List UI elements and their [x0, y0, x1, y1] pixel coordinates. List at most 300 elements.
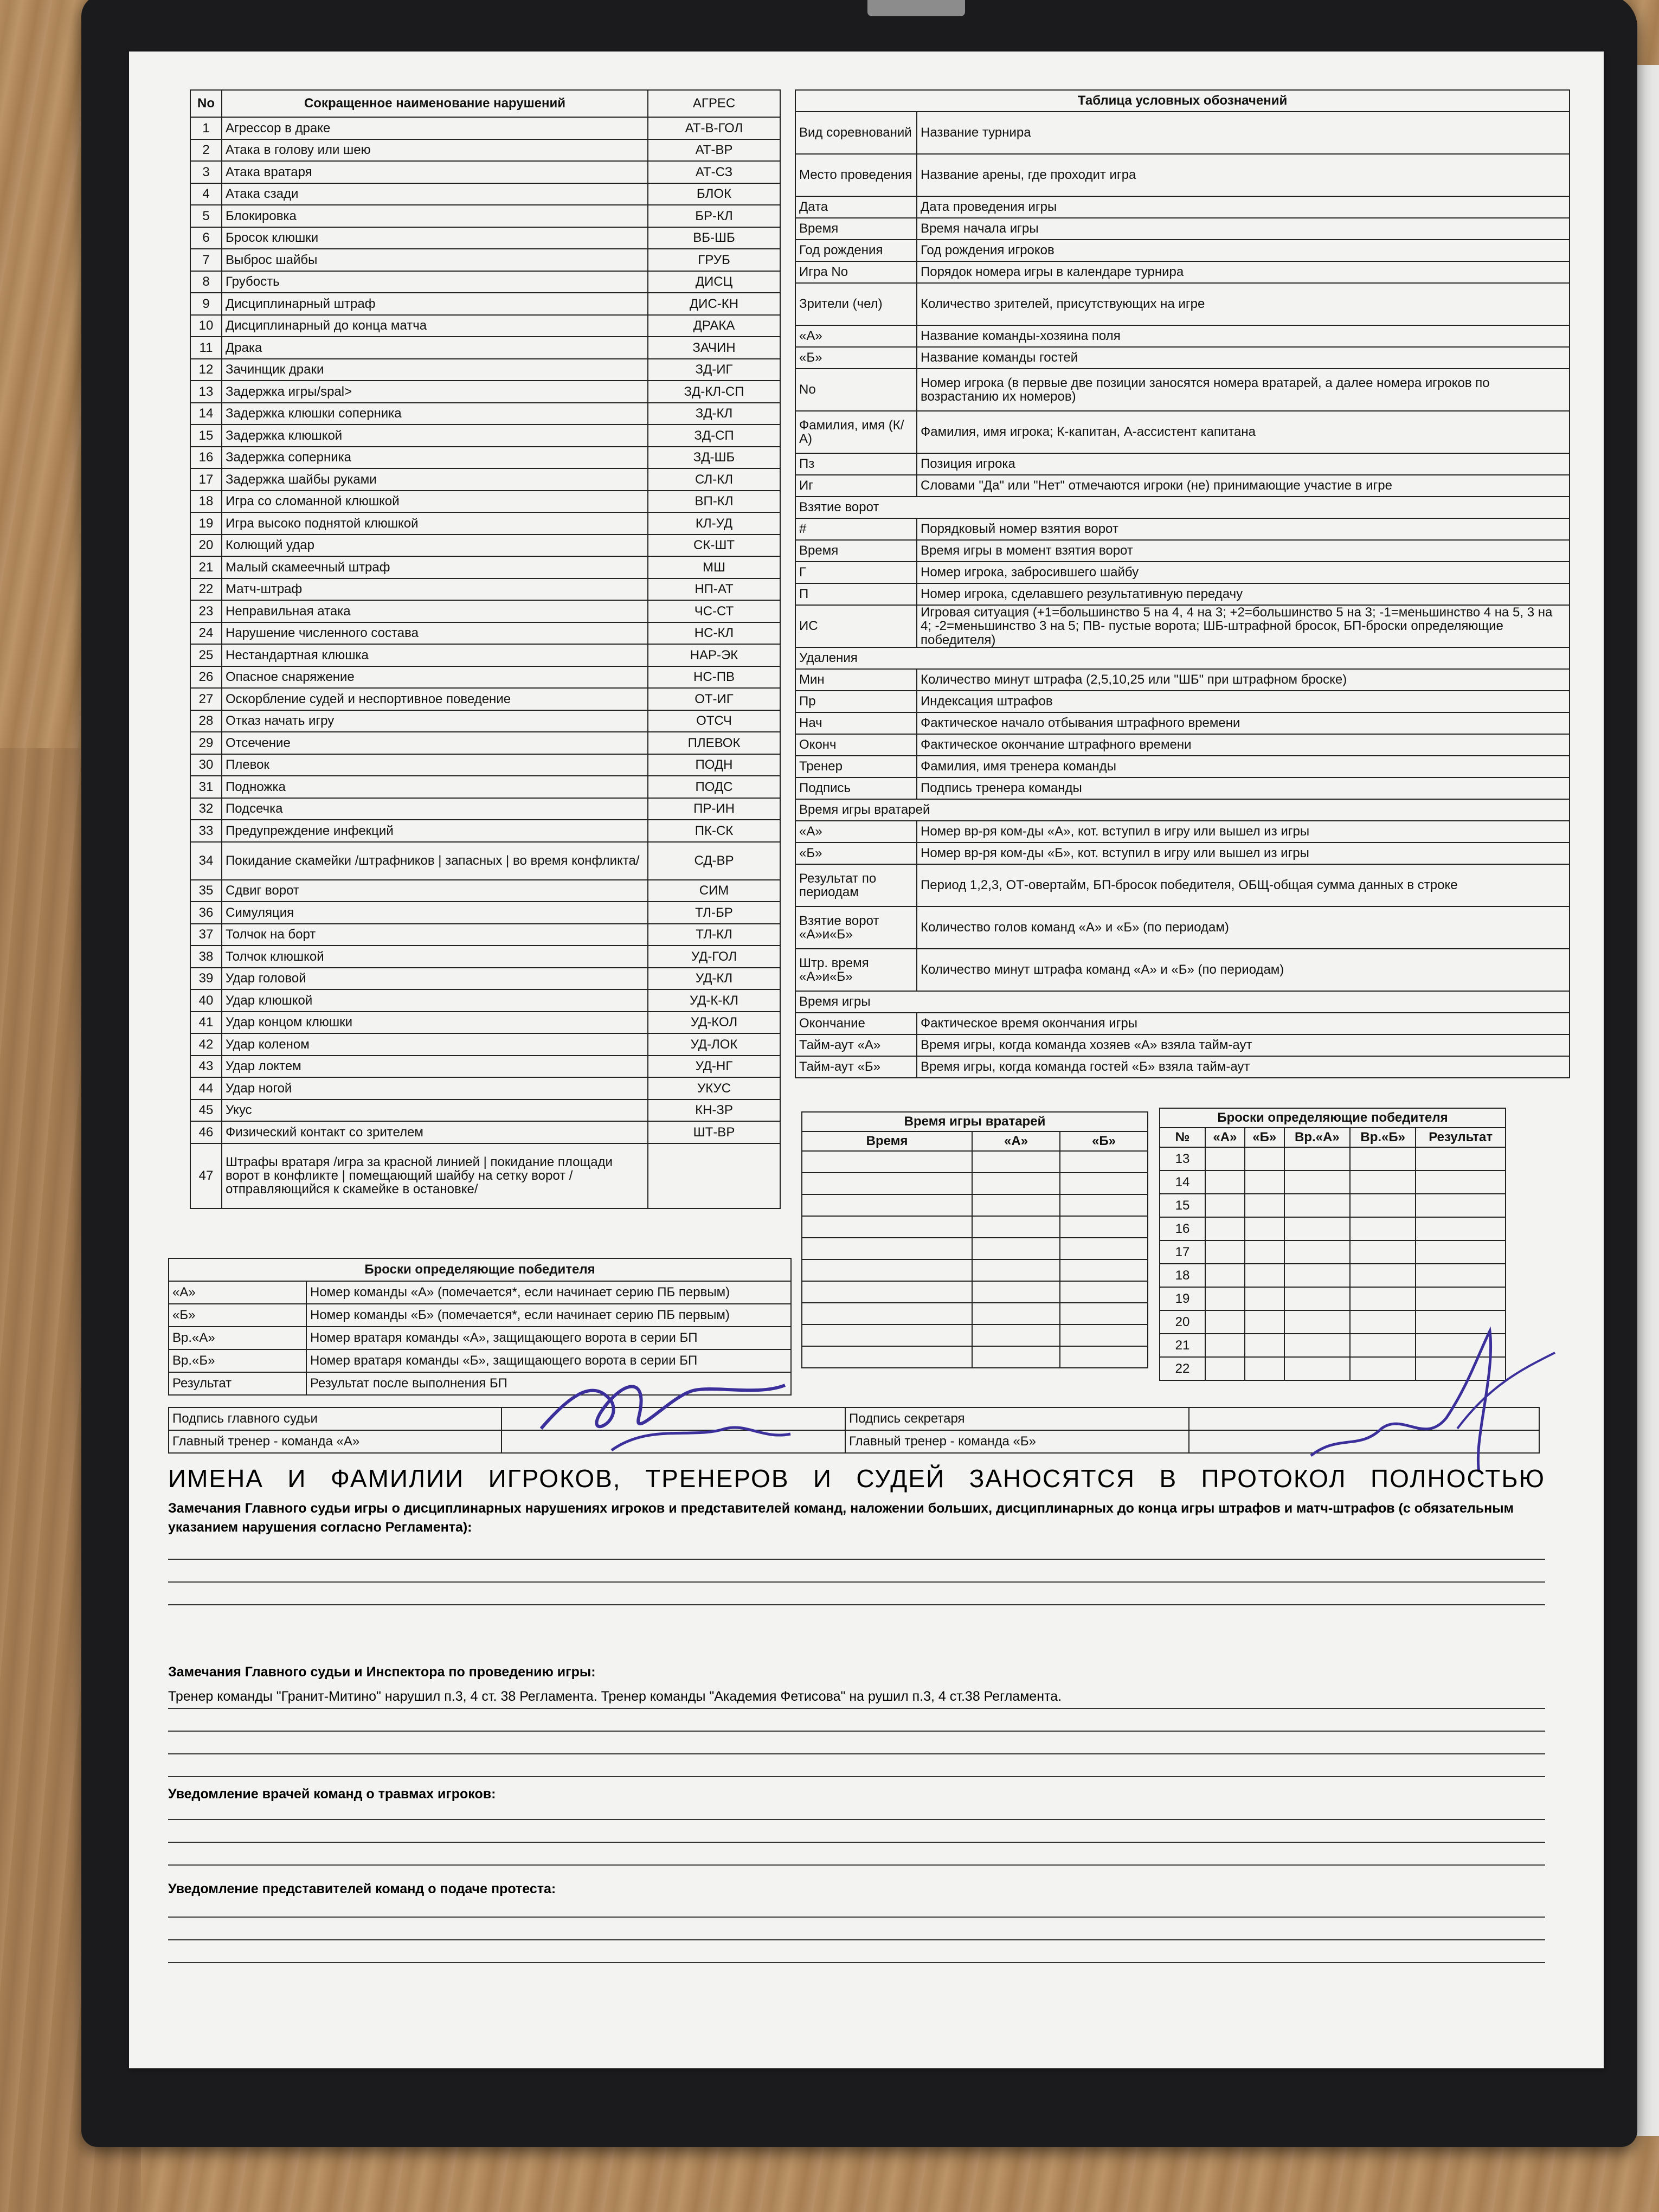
- legend-value: Номер игрока, забросившего шайбу: [917, 562, 1570, 583]
- violation-row: [190, 578, 780, 601]
- chief-ref-signature-drawing: [530, 1358, 812, 1467]
- gk-time-cell[interactable]: [802, 1238, 972, 1259]
- injuries-label: Уведомление врачей команд о травмах игроков:: [168, 1786, 496, 1802]
- legend-value: Позиция игрока: [917, 453, 1570, 475]
- gk-time-row[interactable]: [802, 1346, 1148, 1368]
- violation-row: [190, 798, 780, 820]
- violation-name: Атака вратаря: [222, 161, 648, 183]
- violation-code: ЗД-ИГ: [648, 359, 780, 381]
- violation-number: 10: [190, 315, 222, 337]
- shootout-cell[interactable]: [1245, 1264, 1284, 1287]
- violation-row: [190, 512, 780, 535]
- remarks-inspector-label: Замечания Главного судьи и Инспектора по проведению игры:: [168, 1664, 596, 1680]
- gk-time-cell[interactable]: [802, 1259, 972, 1281]
- violation-row: [190, 968, 780, 990]
- legend-value: Время игры, когда команда гостей «Б» взяла тайм-аут: [917, 1056, 1570, 1078]
- shootout-cell[interactable]: [1205, 1287, 1245, 1310]
- legend-key: Пр: [795, 691, 917, 712]
- shootout-row[interactable]: [1160, 1240, 1506, 1264]
- legend-row: [795, 154, 1570, 196]
- violation-name: Агрессор в драке: [222, 117, 648, 139]
- violation-row: [190, 688, 780, 710]
- shootout-cell[interactable]: [1205, 1171, 1245, 1194]
- goalkeeper-time-table: [801, 1111, 1148, 1368]
- gk-time-row[interactable]: [802, 1238, 1148, 1259]
- violation-code: ПОДН: [648, 754, 780, 776]
- gk-time-cell[interactable]: [972, 1259, 1060, 1281]
- legend-title: [795, 90, 1570, 112]
- legend-row: [795, 691, 1570, 712]
- violation-name: Штрафы вратаря /игра за красной линией | покидание площади ворот в конфликте | помещающий шайбу на сетку ворот /отправляющийся к скамейке в остановке/: [222, 1143, 648, 1208]
- violation-row: [190, 293, 780, 315]
- shootout-cell[interactable]: [1205, 1264, 1245, 1287]
- violation-number: 1: [190, 117, 222, 139]
- violation-code: ПОДС: [648, 776, 780, 798]
- shootout-cell[interactable]: [1350, 1217, 1416, 1240]
- shootout-cell[interactable]: [1284, 1240, 1350, 1264]
- legend-key: #: [795, 518, 917, 540]
- gk-time-cell[interactable]: [802, 1303, 972, 1324]
- violation-number: 17: [190, 468, 222, 491]
- legend-key: Мин: [795, 669, 917, 691]
- legend-time-section-label: Время игры: [795, 991, 1570, 1013]
- violation-number: 6: [190, 227, 222, 249]
- shootout-cell[interactable]: [1416, 1171, 1506, 1194]
- violation-number: 42: [190, 1033, 222, 1056]
- shootout-number: 20: [1160, 1310, 1205, 1334]
- shootout-cell[interactable]: [1205, 1147, 1245, 1171]
- gk-time-cell[interactable]: [802, 1346, 972, 1368]
- gk-time-row[interactable]: [802, 1303, 1148, 1324]
- shootout-cell[interactable]: [1350, 1264, 1416, 1287]
- legend-goals-section-label: Взятие ворот: [795, 497, 1570, 518]
- gk-time-cell[interactable]: [972, 1324, 1060, 1346]
- gk-time-cell[interactable]: [1060, 1151, 1148, 1173]
- legend-key: Тайм-аут «А»: [795, 1034, 917, 1056]
- violation-row: [190, 183, 780, 205]
- gk-time-cell[interactable]: [972, 1194, 1060, 1216]
- legend-value: Порядок номера игры в календаре турнира: [917, 261, 1570, 283]
- shootout-cell[interactable]: [1350, 1171, 1416, 1194]
- shootout-row[interactable]: [1160, 1217, 1506, 1240]
- shootout-legend-title: Броски определяющие победителя: [169, 1258, 791, 1281]
- shootout-row[interactable]: [1160, 1264, 1506, 1287]
- legend-key: Нач: [795, 712, 917, 734]
- legend-value: Игровая ситуация (+1=большинство 5 на 4, 4 на 3; +2=большинство 5 на 3; -1=меньшинство 4 на 5, 3 на 4; -2=меньшинство 3 на 5; ПВ- пустые ворота; ШБ-штрафной бросок, БП-броски определяющие победителя): [917, 605, 1570, 647]
- violation-code: ШТ-ВР: [648, 1121, 780, 1143]
- gk-time-cell[interactable]: [972, 1173, 1060, 1194]
- violation-code: ЗАЧИН: [648, 337, 780, 359]
- violation-code: АТ-В-ГОЛ: [648, 117, 780, 139]
- violation-code: СИМ: [648, 880, 780, 902]
- shootout-number: 22: [1160, 1357, 1205, 1380]
- gk-time-cell[interactable]: [802, 1194, 972, 1216]
- violation-name: Симуляция: [222, 902, 648, 924]
- injuries-lines[interactable]: [168, 1819, 1545, 1887]
- legend-value: Номер игрока (в первые две позиции заносятся номера вратарей, а далее номера игроков по возрастанию их номеров): [917, 369, 1570, 411]
- legend-key: ИС: [795, 605, 917, 647]
- violation-row: [190, 139, 780, 162]
- legend-key: Г: [795, 562, 917, 583]
- legend-key: «Б»: [795, 347, 917, 369]
- shootout-row[interactable]: [1160, 1171, 1506, 1194]
- shootout-col: №: [1160, 1128, 1205, 1147]
- legend-key: No: [795, 369, 917, 411]
- violation-code: НАР-ЭК: [648, 644, 780, 666]
- violation-name: Игра высоко поднятой клюшкой: [222, 512, 648, 535]
- legend-row: [795, 325, 1570, 347]
- shootout-number: 14: [1160, 1171, 1205, 1194]
- legend-value: Время начала игры: [917, 218, 1570, 240]
- shootout-row[interactable]: [1160, 1147, 1506, 1171]
- violation-row: [190, 666, 780, 689]
- violation-number: 29: [190, 732, 222, 754]
- shootout-number: 17: [1160, 1240, 1205, 1264]
- legend-value: Словами "Да" или "Нет" отмечаются игроки (не) принимающие участие в игре: [917, 475, 1570, 497]
- violation-number: 2: [190, 139, 222, 162]
- violation-number: 33: [190, 820, 222, 842]
- shootout-cell[interactable]: [1416, 1217, 1506, 1240]
- legend-row: [795, 734, 1570, 756]
- legend-value: Название арены, где проходит игра: [917, 154, 1570, 196]
- legend-penalties-section-label: Удаления: [795, 647, 1570, 669]
- gk-time-cell[interactable]: [972, 1238, 1060, 1259]
- violation-row: [190, 535, 780, 557]
- legend-row: [795, 605, 1570, 647]
- violation-code: НС-ПВ: [648, 666, 780, 689]
- shootout-col: «А»: [1205, 1128, 1245, 1147]
- gk-time-cell[interactable]: [1060, 1324, 1148, 1346]
- shootout-cell[interactable]: [1205, 1240, 1245, 1264]
- gk-time-row[interactable]: [802, 1151, 1148, 1173]
- protest-lines[interactable]: [168, 1917, 1545, 1985]
- remarks-inspector-text: Тренер команды "Гранит-Митино" нарушил п.3, 4 ст. 38 Регламента. Тренер команды "Академия Фетисова" на рушил п.3, 4 ст.38 Регламента.: [168, 1689, 1062, 1704]
- violation-name: Оскорбление судей и неспортивное поведение: [222, 688, 648, 710]
- gk-time-cell[interactable]: [802, 1151, 972, 1173]
- violation-row: [190, 1056, 780, 1078]
- shootout-cell[interactable]: [1245, 1310, 1284, 1334]
- shootout-legend-row: [169, 1281, 791, 1304]
- legend-value: Название турнира: [917, 112, 1570, 154]
- violation-row: [190, 447, 780, 469]
- violation-name: Задержка игры/spal>: [222, 381, 648, 403]
- gk-time-cell[interactable]: [1060, 1346, 1148, 1368]
- violation-number: 36: [190, 902, 222, 924]
- clipboard-clip: [867, 0, 965, 16]
- shootout-cell[interactable]: [1245, 1217, 1284, 1240]
- violation-code: КН-ЗР: [648, 1099, 780, 1122]
- shootout-legend-value: Номер команды «Б» (помечается*, если начинает серию ПБ первым): [306, 1304, 791, 1327]
- violation-number: 30: [190, 754, 222, 776]
- violation-name: Задержка соперника: [222, 447, 648, 469]
- coach-a-label: Главный тренер - команда «А»: [169, 1430, 501, 1453]
- violation-code: БЛОК: [648, 183, 780, 205]
- violation-code: ЗД-ШБ: [648, 447, 780, 469]
- violation-code: УД-КЛ: [648, 968, 780, 990]
- shootout-cell[interactable]: [1245, 1171, 1284, 1194]
- violation-code: ВБ-ШБ: [648, 227, 780, 249]
- legend-key: Штр. время «А»и«Б»: [795, 949, 917, 991]
- legend-row: [795, 756, 1570, 777]
- gk-time-row[interactable]: [802, 1194, 1148, 1216]
- violation-code: ВП-КЛ: [648, 491, 780, 513]
- legend-key: «А»: [795, 325, 917, 347]
- violation-code: ГРУБ: [648, 249, 780, 271]
- violation-row: [190, 902, 780, 924]
- legend-value: Название команды-хозяина поля: [917, 325, 1570, 347]
- legend-penalties-section: [795, 647, 1570, 669]
- shootout-number: 16: [1160, 1217, 1205, 1240]
- gk-time-cell[interactable]: [1060, 1173, 1148, 1194]
- violation-name: Нестандартная клюшка: [222, 644, 648, 666]
- violation-row: [190, 622, 780, 645]
- legend-value: Индексация штрафов: [917, 691, 1570, 712]
- shootout-cell[interactable]: [1350, 1287, 1416, 1310]
- violation-code: ЧС-СТ: [648, 600, 780, 622]
- violation-number: 22: [190, 578, 222, 601]
- gk-time-cell[interactable]: [972, 1346, 1060, 1368]
- gk-time-row[interactable]: [802, 1259, 1148, 1281]
- violation-number: 31: [190, 776, 222, 798]
- legend-value: Дата проведения игры: [917, 196, 1570, 218]
- secretary-signature-drawing: [1295, 1320, 1566, 1483]
- violation-row: [190, 1033, 780, 1056]
- gk-time-cell[interactable]: [802, 1324, 972, 1346]
- remarks-discipline-lines[interactable]: [168, 1559, 1545, 1627]
- shootout-legend-row: [169, 1327, 791, 1349]
- legend-row: [795, 475, 1570, 497]
- gk-time-cell[interactable]: [972, 1216, 1060, 1238]
- violation-number: 38: [190, 946, 222, 968]
- shootout-row[interactable]: [1160, 1287, 1506, 1310]
- violation-code: УД-КОЛ: [648, 1012, 780, 1034]
- violation-number: 37: [190, 924, 222, 946]
- col-code: АГРЕС: [648, 90, 780, 117]
- shootout-cell[interactable]: [1245, 1147, 1284, 1171]
- violation-code: ПР-ИН: [648, 798, 780, 820]
- remarks-inspector-lines[interactable]: [168, 1708, 1545, 1799]
- legend-title-label: Таблица условных обозначений: [795, 90, 1570, 112]
- legend-key: Подпись: [795, 777, 917, 799]
- legend-value: Количество минут штрафа команд «А» и «Б» (по периодам): [917, 949, 1570, 991]
- gk-time-cell[interactable]: [972, 1281, 1060, 1303]
- violation-row: [190, 732, 780, 754]
- gk-time-cell[interactable]: [972, 1151, 1060, 1173]
- gk-time-cell[interactable]: [1060, 1259, 1148, 1281]
- gk-time-cell[interactable]: [802, 1216, 972, 1238]
- gk-time-row[interactable]: [802, 1216, 1148, 1238]
- violation-name: Малый скамеечный штраф: [222, 556, 648, 578]
- shootout-cell[interactable]: [1350, 1147, 1416, 1171]
- shootout-cell[interactable]: [1245, 1240, 1284, 1264]
- legend-row: [795, 562, 1570, 583]
- violation-number: 26: [190, 666, 222, 689]
- legend-row: [795, 906, 1570, 949]
- legend-value: Номер вр-ря ком-ды «Б», кот. вступил в игру или вышел из игры: [917, 843, 1570, 864]
- gk-time-row[interactable]: [802, 1281, 1148, 1303]
- violation-number: 39: [190, 968, 222, 990]
- violation-code: ТЛ-БР: [648, 902, 780, 924]
- violation-name: Задержка клюшкой: [222, 425, 648, 447]
- shootout-cell[interactable]: [1205, 1194, 1245, 1217]
- legend-key: «А»: [795, 821, 917, 843]
- legend-key: Фамилия, имя (К/А): [795, 411, 917, 453]
- shootout-legend-key: Результат: [169, 1372, 306, 1395]
- violation-name: Грубость: [222, 271, 648, 293]
- shootout-cell[interactable]: [1350, 1240, 1416, 1264]
- shootout-cell[interactable]: [1284, 1194, 1350, 1217]
- shootout-title: Броски определяющие победителя: [1160, 1108, 1506, 1128]
- violation-number: 15: [190, 425, 222, 447]
- shootout-cell[interactable]: [1416, 1194, 1506, 1217]
- violation-name: Удар ногой: [222, 1077, 648, 1099]
- shootout-number: 13: [1160, 1147, 1205, 1171]
- gk-time-title: Время игры вратарей: [802, 1112, 1148, 1131]
- shootout-cell[interactable]: [1245, 1334, 1284, 1357]
- violation-code: НП-АТ: [648, 578, 780, 601]
- gk-time-cell[interactable]: [1060, 1303, 1148, 1324]
- violation-number: 14: [190, 403, 222, 425]
- violation-name: Укус: [222, 1099, 648, 1122]
- shootout-row[interactable]: [1160, 1194, 1506, 1217]
- legend-key: Время: [795, 540, 917, 562]
- violation-name: Неправильная атака: [222, 600, 648, 622]
- violations-table: [190, 89, 781, 1209]
- shootout-cell[interactable]: [1416, 1240, 1506, 1264]
- violation-name: Драка: [222, 337, 648, 359]
- legend-key: Тайм-аут «Б»: [795, 1056, 917, 1078]
- violation-name: Удар коленом: [222, 1033, 648, 1056]
- violation-number: 45: [190, 1099, 222, 1122]
- legend-row: [795, 777, 1570, 799]
- shootout-cell[interactable]: [1245, 1287, 1284, 1310]
- violation-number: 11: [190, 337, 222, 359]
- violation-name: Атака сзади: [222, 183, 648, 205]
- violation-name: Удар локтем: [222, 1056, 648, 1078]
- violation-number: 47: [190, 1143, 222, 1208]
- legend-row: [795, 1056, 1570, 1078]
- legend-key: «Б»: [795, 843, 917, 864]
- secretary-label: Подпись секретаря: [845, 1407, 1189, 1430]
- shootout-number: 19: [1160, 1287, 1205, 1310]
- legend-time-section: [795, 991, 1570, 1013]
- legend-key: Оконч: [795, 734, 917, 756]
- shootout-cell[interactable]: [1284, 1264, 1350, 1287]
- violation-row: [190, 946, 780, 968]
- shootout-cell[interactable]: [1205, 1310, 1245, 1334]
- gk-time-cell[interactable]: [1060, 1194, 1148, 1216]
- shootout-cell[interactable]: [1284, 1147, 1350, 1171]
- shootout-cell[interactable]: [1416, 1264, 1506, 1287]
- violation-row: [190, 381, 780, 403]
- gk-time-cell[interactable]: [802, 1173, 972, 1194]
- shootout-col: Вр.«А»: [1284, 1128, 1350, 1147]
- legend-row: [795, 261, 1570, 283]
- violation-row: [190, 1143, 780, 1208]
- legend-key: П: [795, 583, 917, 605]
- violation-code: ЗД-СП: [648, 425, 780, 447]
- shootout-cell[interactable]: [1205, 1217, 1245, 1240]
- gk-b-col: «Б»: [1060, 1131, 1148, 1151]
- violation-row: [190, 924, 780, 946]
- violation-name: Опасное снаряжение: [222, 666, 648, 689]
- gk-time-row[interactable]: [802, 1324, 1148, 1346]
- gk-time-cell[interactable]: [1060, 1281, 1148, 1303]
- legend-row: [795, 540, 1570, 562]
- gk-time-row[interactable]: [802, 1173, 1148, 1194]
- legend-row: [795, 1013, 1570, 1034]
- violation-name: Атака в голову или шею: [222, 139, 648, 162]
- legend-table: [795, 89, 1570, 1078]
- shootout-number: 21: [1160, 1334, 1205, 1357]
- violation-row: [190, 989, 780, 1012]
- violation-code: МШ: [648, 556, 780, 578]
- gk-time-cell[interactable]: [802, 1281, 972, 1303]
- violation-number: 32: [190, 798, 222, 820]
- shootout-col: «Б»: [1245, 1128, 1284, 1147]
- violation-name: Удар головой: [222, 968, 648, 990]
- shootout-cell[interactable]: [1205, 1334, 1245, 1357]
- col-name: Сокращенное наименование нарушений: [222, 90, 648, 117]
- shootout-legend-key: «Б»: [169, 1304, 306, 1327]
- remarks-discipline-label: Замечания Главного судьи игры о дисциплинарных нарушениях игроков и представителей команд, наложении больших, дисциплинарных до конца игры штрафов и матч-штрафов (с обязательным указанием нарушения согласно Регламента):: [168, 1501, 1514, 1535]
- shootout-cell[interactable]: [1416, 1147, 1506, 1171]
- legend-goals-section: [795, 497, 1570, 518]
- violation-code: КЛ-УД: [648, 512, 780, 535]
- shootout-cell[interactable]: [1284, 1287, 1350, 1310]
- violation-number: 24: [190, 622, 222, 645]
- legend-key: Место проведения: [795, 154, 917, 196]
- violation-row: [190, 880, 780, 902]
- violation-name: Толчок клюшкой: [222, 946, 648, 968]
- shootout-cell[interactable]: [1245, 1357, 1284, 1380]
- shootout-number: 15: [1160, 1194, 1205, 1217]
- violation-number: 9: [190, 293, 222, 315]
- violation-name: Нарушение численного состава: [222, 622, 648, 645]
- violation-name: Зачинщик драки: [222, 359, 648, 381]
- gk-time-cell[interactable]: [972, 1303, 1060, 1324]
- violation-number: 13: [190, 381, 222, 403]
- violation-row: [190, 491, 780, 513]
- gk-time-cell[interactable]: [1060, 1216, 1148, 1238]
- violation-name: Отказ начать игру: [222, 710, 648, 732]
- violation-number: 23: [190, 600, 222, 622]
- violation-code: ОТСЧ: [648, 710, 780, 732]
- shootout-cell[interactable]: [1284, 1217, 1350, 1240]
- violation-number: 18: [190, 491, 222, 513]
- legend-gk-section: [795, 799, 1570, 821]
- shootout-cell[interactable]: [1284, 1171, 1350, 1194]
- violation-code: УКУС: [648, 1077, 780, 1099]
- legend-row: [795, 1034, 1570, 1056]
- shootout-cell[interactable]: [1245, 1194, 1284, 1217]
- shootout-cell[interactable]: [1350, 1194, 1416, 1217]
- shootout-cell[interactable]: [1205, 1357, 1245, 1380]
- violation-name: Сдвиг ворот: [222, 880, 648, 902]
- violation-number: 44: [190, 1077, 222, 1099]
- violation-name: Задержка шайбы руками: [222, 468, 648, 491]
- violation-row: [190, 754, 780, 776]
- legend-row: [795, 347, 1570, 369]
- gk-time-col: Время: [802, 1131, 972, 1151]
- gk-time-cell[interactable]: [1060, 1238, 1148, 1259]
- legend-key: Зрители (чел): [795, 283, 917, 325]
- shootout-cell[interactable]: [1416, 1287, 1506, 1310]
- violation-number: 46: [190, 1121, 222, 1143]
- legend-row: [795, 583, 1570, 605]
- violation-row: [190, 403, 780, 425]
- legend-row: [795, 843, 1570, 864]
